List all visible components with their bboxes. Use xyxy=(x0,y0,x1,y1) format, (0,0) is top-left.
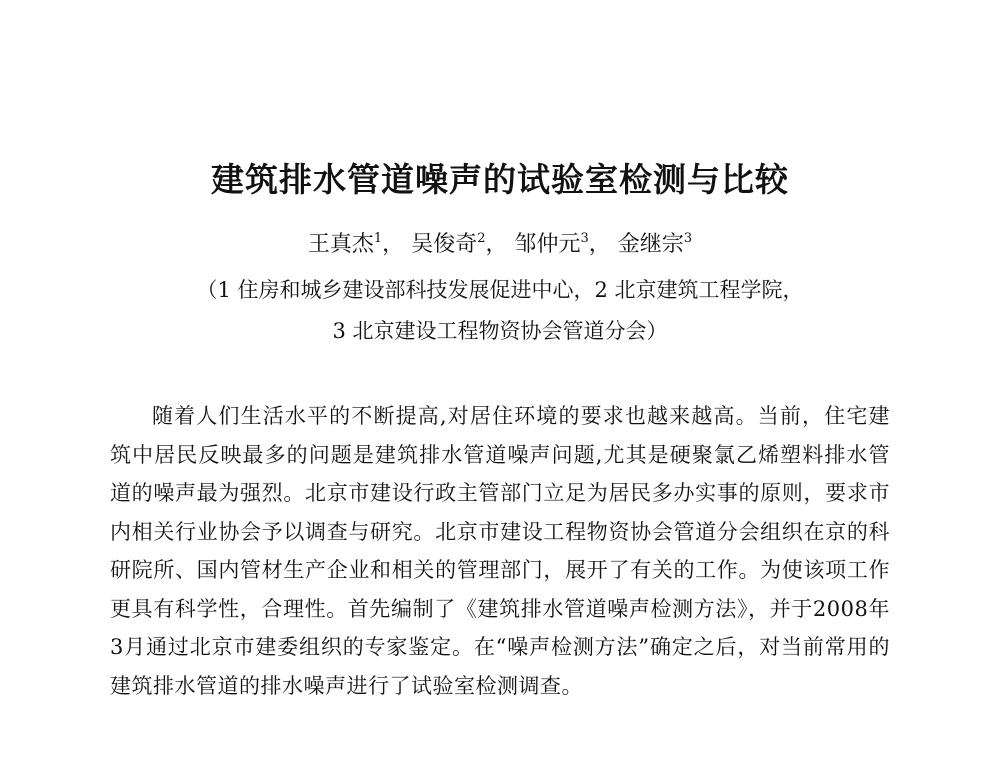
author-separator: ， xyxy=(382,232,405,257)
author-affiliation-mark: 1 xyxy=(373,231,383,246)
author-name: 王真杰 xyxy=(307,232,374,257)
author-affiliation-mark: 3 xyxy=(580,231,589,246)
author-affiliation-mark: 2 xyxy=(477,231,486,246)
author-separator: ， xyxy=(485,232,508,257)
author-separator: ， xyxy=(588,232,611,257)
affiliation-line-1: （1 住房和城乡建设部科技发展促进中心，2 北京建筑工程学院， xyxy=(196,278,804,302)
author-name: 金继宗 xyxy=(617,232,684,257)
paper-title: 建筑排水管道噪声的试验室检测与比较 xyxy=(211,160,789,199)
abstract-paragraph: 随着人们生活水平的不断提高,对居住环境的要求也越来越高。当前，住宅建筑中居民反映最多的问题是建筑排水管道噪声问题,尤其是硬聚氯乙烯塑料排水管道的噪声最为强烈。北京市建设行政主管部门立足为居民多办实事的原则，要求市内相关行业协会予以调查与研究。北京市建设工程物资协会管道分会组织在京的科研院所、国内管材生产企业和相关的管理部门，展开了有关的工作。为使该项工作更具有科学性，合理性。首先编制了《建筑排水管道噪声检测方法》，并于2008年3月通过北京市建委组织的专家鉴定。在“噪声检测方法”确定之后，对当前常用的建筑排水管道的排水噪声进行了试验室检测调查。 xyxy=(110,404,890,698)
author-name: 吴俊奇 xyxy=(411,232,478,257)
author-name: 邹仲元 xyxy=(514,232,581,257)
author-line xyxy=(0,230,1000,260)
author-affiliation-mark: 3 xyxy=(683,231,693,246)
affiliation-line-2: 3 北京建设工程物资协会管道分会） xyxy=(332,319,668,343)
